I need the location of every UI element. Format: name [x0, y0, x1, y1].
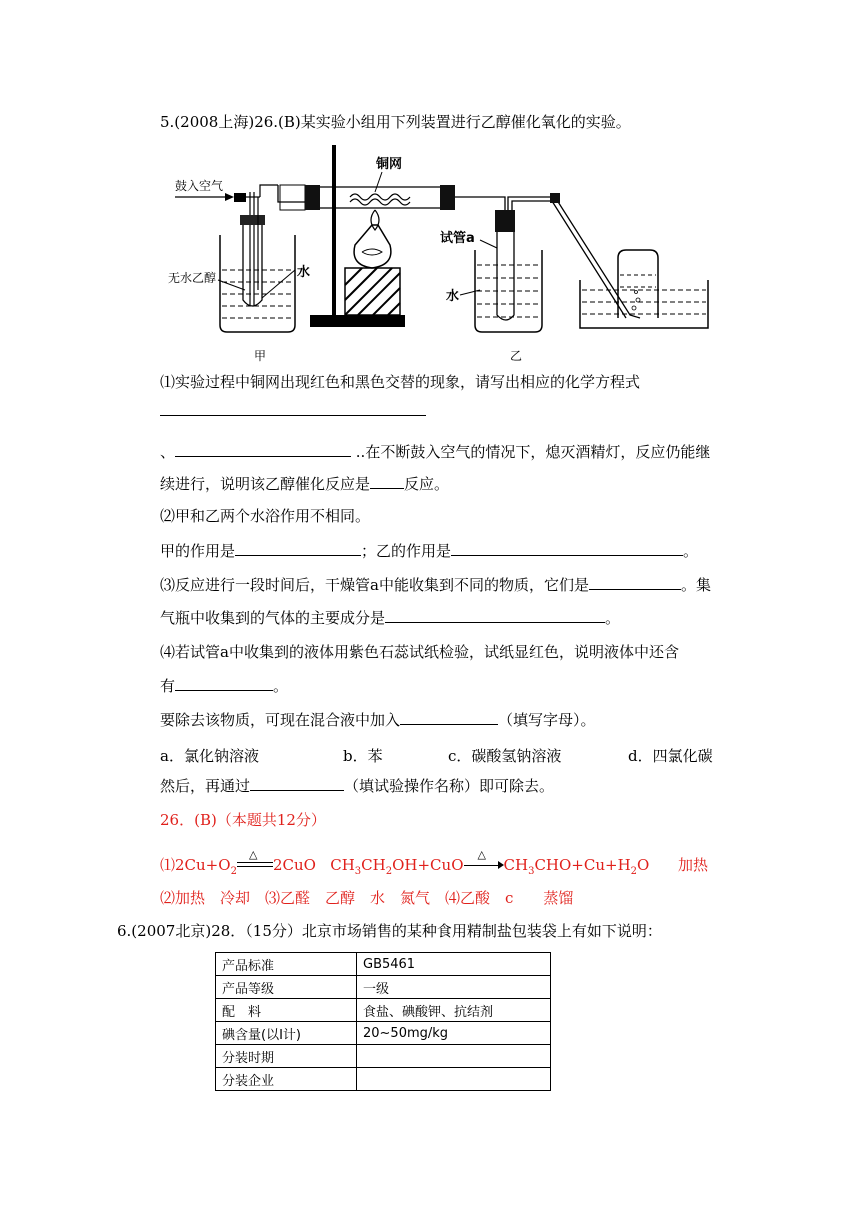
- q5-text: 要除去该物质，可现在混合液中加入: [160, 711, 401, 729]
- option-c: c．碳酸氢钠溶液: [448, 747, 562, 765]
- delta-icon: △: [248, 848, 258, 861]
- eq-sub: 2: [385, 866, 393, 877]
- valve: [234, 193, 246, 202]
- gas-jar: [618, 250, 658, 318]
- eq-sub: 2: [630, 866, 638, 877]
- table-row: [216, 1068, 551, 1091]
- q5-part1: ⑴实验过程中铜网出现红色和黑色交替的现象，请写出相应的化学方程式: [160, 373, 641, 391]
- alcohol-lamp: [354, 225, 391, 268]
- table-cell: 分装时期: [216, 1045, 357, 1068]
- answer-blank[interactable]: [250, 775, 344, 791]
- q5-part3-row2: [160, 607, 620, 628]
- answer-blank[interactable]: [235, 540, 361, 556]
- table-cell: [357, 1045, 551, 1068]
- ethanol-label: 无水乙醇: [168, 271, 217, 285]
- table-cell: GB5461: [357, 953, 551, 976]
- table-cell: 产品等级: [216, 976, 357, 999]
- q5-text: 、: [160, 443, 176, 461]
- q5-text: 续进行，说明该乙醇催化反应是: [160, 475, 371, 493]
- table-cell: 一级: [357, 976, 551, 999]
- answer-blank[interactable]: [160, 400, 426, 416]
- q5-title: 5.(2008上海)26.(B)某实验小组用下列装置进行乙醇催化氧化的实验。: [160, 113, 631, 131]
- table-row: [216, 976, 551, 999]
- answer-blank[interactable]: [385, 607, 605, 623]
- eq-text: CH: [361, 856, 386, 874]
- eq-text: CH: [330, 856, 355, 874]
- q5-text: （填写字母）。: [498, 711, 596, 729]
- eq-sub: 3: [528, 866, 535, 877]
- stopper-right: [495, 210, 515, 232]
- table-cell: 分装企业: [216, 1068, 357, 1091]
- table-row: [216, 1022, 551, 1045]
- q5-text: ；乙的作用是: [361, 542, 452, 560]
- q5-part1-row2: [160, 441, 710, 462]
- q5-text: 。: [273, 677, 289, 695]
- answer-equations: [160, 848, 708, 882]
- answer-blank[interactable]: [451, 540, 683, 556]
- table-cell: 食盐、碘酸钾、抗结剂: [357, 999, 551, 1022]
- q5-text: 。: [605, 609, 621, 627]
- q5-part5: [160, 709, 596, 730]
- eq-condition: 加热: [677, 856, 708, 874]
- table-cell: 20~50mg/kg: [357, 1022, 551, 1045]
- eq-text: CH: [503, 856, 529, 874]
- q5-text: 然后，再通过: [160, 777, 251, 795]
- q5-part2: ⑵甲和乙两个水浴作用不相同。: [160, 507, 371, 525]
- bubble: [632, 306, 636, 310]
- q5-text: 。集: [680, 576, 711, 594]
- eq-text: 2CuO: [272, 856, 316, 874]
- option-a: a．氯化钠溶液: [160, 747, 259, 765]
- eq-text: CHO+Cu+H: [534, 856, 631, 874]
- eq-sub: 3: [354, 866, 362, 877]
- label-yi: 乙: [510, 349, 523, 363]
- answer-line2: ⑵加热 冷却 ⑶乙醛 乙醇 水 氮气 ⑷乙酸 c 蒸馏: [160, 889, 574, 907]
- label-jia: 甲: [254, 349, 267, 363]
- arrow-head-icon: [225, 193, 234, 201]
- q5-part1-blank1-row: [160, 400, 426, 421]
- eq-text: OH+CuO: [392, 856, 464, 874]
- option-b: b．苯: [343, 747, 383, 765]
- stand-base: [310, 315, 405, 327]
- delta-icon: △: [477, 848, 486, 861]
- tube-a-label: 试管a: [440, 231, 475, 246]
- reaction-arrow-icon: [464, 848, 504, 873]
- table-cell: 碘含量(以I计): [216, 1022, 357, 1045]
- water-right-label: 水: [446, 289, 460, 304]
- answer-blank[interactable]: [370, 473, 404, 489]
- answer-blank[interactable]: [175, 675, 273, 691]
- q5-text: 甲的作用是: [160, 542, 236, 560]
- table-row: [216, 953, 551, 976]
- apparatus-figure: [150, 140, 710, 365]
- stopper-left: [240, 215, 265, 225]
- copper-mesh: [350, 194, 410, 200]
- q6-title: 6.(2007北京)28．（15分）北京市场销售的某种食用精制盐包装袋上有如下说明：: [117, 922, 662, 940]
- eq-text: O: [637, 856, 650, 874]
- air-label: 鼓入空气: [175, 179, 224, 193]
- eq-sub: 2: [230, 866, 237, 877]
- q5-text: 有: [160, 677, 176, 695]
- answer-blank[interactable]: [589, 574, 681, 590]
- copper-label: 铜网: [376, 157, 403, 172]
- table-row: [216, 1045, 551, 1068]
- equal-sign-arrow: [237, 848, 273, 873]
- table-cell: 配 料: [216, 999, 357, 1022]
- q5-part1-row3: [160, 473, 449, 494]
- table-row: [216, 999, 551, 1022]
- eq-text: ⑴2Cu+O: [160, 856, 231, 874]
- stopper-tube-right: [440, 185, 455, 210]
- answer-blank[interactable]: [175, 441, 351, 457]
- q5-text: 气瓶中收集到的气体的主要成分是: [160, 609, 386, 627]
- q5-text: ..在不断鼓入空气的情况下，熄灭酒精灯，反应仍能继: [351, 443, 711, 461]
- table-cell: [357, 1068, 551, 1091]
- q5-part4: ⑷若试管a中收集到的液体用紫色石蕊试纸检验，试纸显红色，说明液体中还含: [160, 643, 679, 661]
- option-d: d．四氯化碳: [628, 747, 713, 765]
- salt-info-table: [215, 952, 551, 1091]
- q5-text: 反应。: [404, 475, 450, 493]
- stand-rod: [332, 145, 336, 323]
- q5-part6: [160, 775, 554, 796]
- q5-part4-row2: [160, 675, 288, 696]
- table-cell: 产品标准: [216, 953, 357, 976]
- water-left-label: 水: [297, 265, 311, 280]
- stopper-tube-left: [305, 185, 320, 210]
- q5-part3: [160, 574, 711, 595]
- q5-text: 。: [683, 542, 699, 560]
- flame-icon: [371, 210, 379, 230]
- answer-blank[interactable]: [400, 709, 498, 725]
- q5-text: （填试验操作名称）即可除去。: [344, 777, 555, 795]
- test-tube-a: [497, 232, 514, 320]
- q5-text: ⑶反应进行一段时间后，干燥管a中能收集到不同的物质，它们是: [160, 576, 589, 594]
- q5-part2-row2: [160, 540, 698, 561]
- answer-heading: 26．(B)（本题共12分）: [160, 811, 326, 829]
